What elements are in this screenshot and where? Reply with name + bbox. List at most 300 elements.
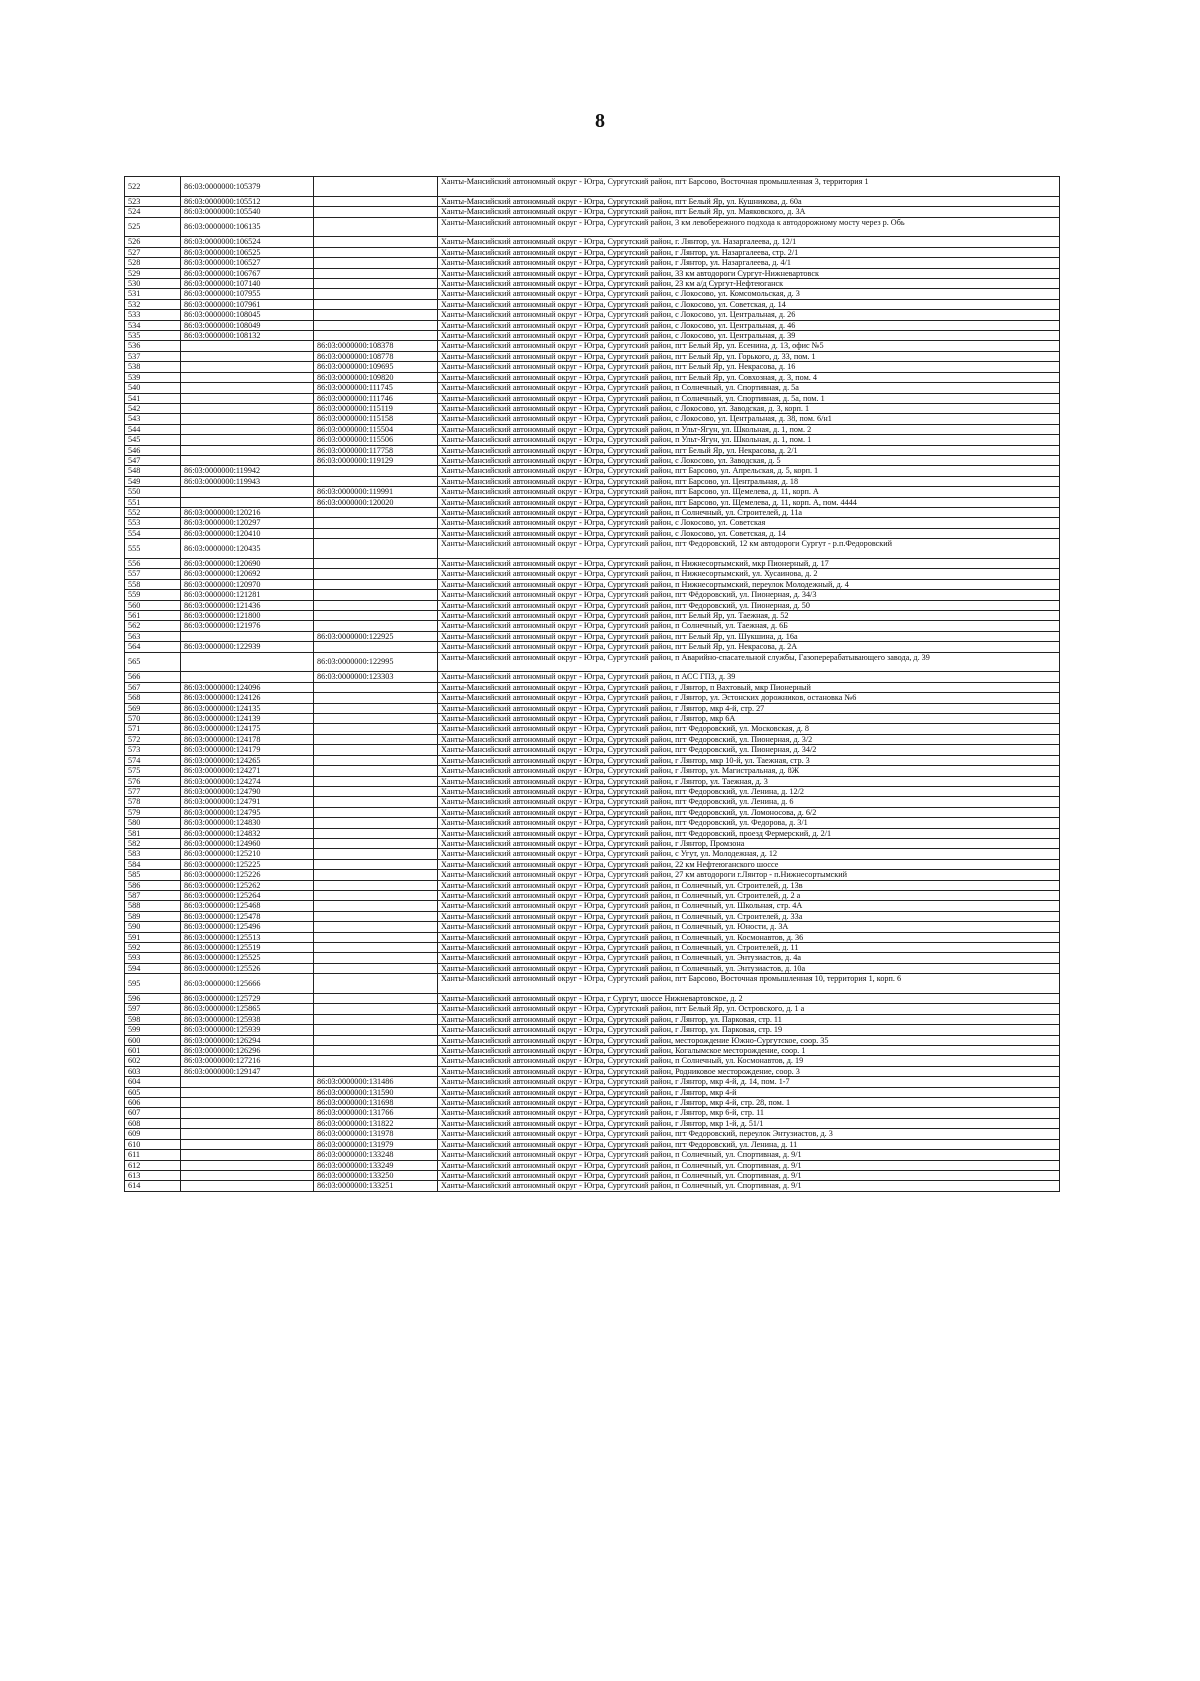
address-cell: Ханты-Мансийский автономный округ - Югра, Сургутский район, пгт Белый Яр, ул. Островского, д. 1 а	[438, 1004, 1060, 1014]
table-row	[125, 890, 1060, 900]
address-cell: Ханты-Мансийский автономный округ - Югра, Сургутский район, пгт Фёдоровский, ул. Пионерная, д. 34/3	[438, 590, 1060, 600]
table-row	[125, 579, 1060, 589]
cadastral-number-alt-cell	[314, 642, 438, 652]
cadastral-number-alt-cell	[314, 279, 438, 289]
cadastral-number-alt-cell	[314, 217, 438, 237]
table-row	[125, 652, 1060, 672]
row-number-cell: 560	[125, 600, 181, 610]
cadastral-number-cell: 86:03:0000000:108049	[181, 320, 314, 330]
cadastral-number-alt-cell	[314, 714, 438, 724]
address-cell: Ханты-Мансийский автономный округ - Югра, Сургутский район, п Солнечный, ул. Строителей, д. 2 а	[438, 890, 1060, 900]
table-row	[125, 258, 1060, 268]
cadastral-number-alt-cell	[314, 943, 438, 953]
cadastral-number-alt-cell: 86:03:0000000:111746	[314, 393, 438, 403]
cadastral-number-cell	[181, 487, 314, 497]
table-row	[125, 838, 1060, 848]
cadastral-number-alt-cell	[314, 507, 438, 517]
cadastral-number-alt-cell	[314, 569, 438, 579]
address-cell: Ханты-Мансийский автономный округ - Югра, Сургутский район, пгт Белый Яр, ул. Совхозная, д. 3, пом. 4	[438, 372, 1060, 382]
row-number-cell: 542	[125, 403, 181, 413]
address-cell: Ханты-Мансийский автономный округ - Югра, Сургутский район, п Нижнесортымский, ул. Хусаинова, д. 2	[438, 569, 1060, 579]
cadastral-number-alt-cell: 86:03:0000000:131698	[314, 1098, 438, 1108]
row-number-cell: 603	[125, 1066, 181, 1076]
address-cell: Ханты-Мансийский автономный округ - Югра, Сургутский район, п Ульт-Ягун, ул. Школьная, д. 1, пом. 1	[438, 435, 1060, 445]
table-row	[125, 289, 1060, 299]
row-number-cell: 602	[125, 1056, 181, 1066]
cadastral-number-cell: 86:03:0000000:125264	[181, 890, 314, 900]
cadastral-number-alt-cell	[314, 600, 438, 610]
address-cell: Ханты-Мансийский автономный округ - Югра, Сургутский район, пгт Белый Яр, ул. Некрасова, д. 2/1	[438, 445, 1060, 455]
table-row	[125, 1098, 1060, 1108]
row-number-cell: 599	[125, 1025, 181, 1035]
table-row	[125, 247, 1060, 257]
table-row	[125, 797, 1060, 807]
cadastral-number-cell: 86:03:0000000:105540	[181, 207, 314, 217]
address-cell: Ханты-Мансийский автономный округ - Югра, Сургутский район, с Угут, ул. Молодежная, д. 12	[438, 849, 1060, 859]
row-number-cell: 569	[125, 703, 181, 713]
address-cell: Ханты-Мансийский автономный округ - Югра, Сургутский район, п Солнечный, ул. Космонавтов, д. 36	[438, 932, 1060, 942]
row-number-cell: 565	[125, 652, 181, 672]
cadastral-number-cell: 86:03:0000000:108132	[181, 331, 314, 341]
cadastral-number-cell: 86:03:0000000:125525	[181, 953, 314, 963]
address-cell: Ханты-Мансийский автономный округ - Югра, Сургутский район, пгт Белый Яр, ул. Кушникова, д. 60а	[438, 196, 1060, 206]
address-cell: Ханты-Мансийский автономный округ - Югра, Сургутский район, 3 км левобережного подхода к автодорожному мосту через р. Обь	[438, 217, 1060, 237]
row-number-cell: 538	[125, 362, 181, 372]
cadastral-number-alt-cell	[314, 766, 438, 776]
table-row	[125, 880, 1060, 890]
table-row	[125, 569, 1060, 579]
row-number-cell: 575	[125, 766, 181, 776]
table-row	[125, 518, 1060, 528]
row-number-cell: 613	[125, 1170, 181, 1180]
row-number-cell: 563	[125, 631, 181, 641]
table-row	[125, 310, 1060, 320]
cadastral-number-cell: 86:03:0000000:107955	[181, 289, 314, 299]
cadastral-number-cell	[181, 1150, 314, 1160]
address-cell: Ханты-Мансийский автономный округ - Югра, Сургутский район, с Локосово, ул. Советская, д. 14	[438, 528, 1060, 538]
table-row	[125, 807, 1060, 817]
table-row	[125, 1056, 1060, 1066]
row-number-cell: 525	[125, 217, 181, 237]
address-cell: Ханты-Мансийский автономный округ - Югра, Сургутский район, п Солнечный, ул. Спортивная, д. 5а	[438, 383, 1060, 393]
cadastral-number-alt-cell	[314, 1025, 438, 1035]
cadastral-number-alt-cell	[314, 558, 438, 568]
table-row	[125, 611, 1060, 621]
cadastral-number-alt-cell: 86:03:0000000:119129	[314, 455, 438, 465]
address-cell: Ханты-Мансийский автономный округ - Югра, Сургутский район, Родниковое месторождение, соор. 3	[438, 1066, 1060, 1076]
cadastral-number-alt-cell	[314, 734, 438, 744]
cadastral-number-cell	[181, 435, 314, 445]
table-row	[125, 642, 1060, 652]
table-row	[125, 672, 1060, 682]
row-number-cell: 609	[125, 1129, 181, 1139]
row-number-cell: 564	[125, 642, 181, 652]
row-number-cell: 580	[125, 818, 181, 828]
cadastral-number-alt-cell	[314, 703, 438, 713]
cadastral-number-cell: 86:03:0000000:125666	[181, 974, 314, 994]
cadastral-number-cell: 86:03:0000000:121976	[181, 621, 314, 631]
cadastral-number-alt-cell: 86:03:0000000:109820	[314, 372, 438, 382]
address-cell: Ханты-Мансийский автономный округ - Югра, Сургутский район, с Локосово, ул. Заводская, д. 3, корп. 1	[438, 403, 1060, 413]
table-row	[125, 849, 1060, 859]
table-row	[125, 631, 1060, 641]
row-number-cell: 536	[125, 341, 181, 351]
table-row	[125, 703, 1060, 713]
cadastral-number-cell: 86:03:0000000:120690	[181, 558, 314, 568]
cadastral-number-cell	[181, 1108, 314, 1118]
address-cell: Ханты-Мансийский автономный округ - Югра, Сургутский район, г Лянтор, мкр 6-й, стр. 11	[438, 1108, 1060, 1118]
cadastral-number-alt-cell: 86:03:0000000:122995	[314, 652, 438, 672]
cadastral-number-alt-cell: 86:03:0000000:133250	[314, 1170, 438, 1180]
table-row	[125, 745, 1060, 755]
cadastral-number-cell	[181, 1098, 314, 1108]
row-number-cell: 578	[125, 797, 181, 807]
cadastral-number-cell: 86:03:0000000:124179	[181, 745, 314, 755]
table-row	[125, 870, 1060, 880]
table-row	[125, 331, 1060, 341]
cadastral-number-alt-cell	[314, 518, 438, 528]
cadastral-number-alt-cell	[314, 849, 438, 859]
cadastral-number-alt-cell	[314, 911, 438, 921]
row-number-cell: 582	[125, 838, 181, 848]
cadastral-number-alt-cell: 86:03:0000000:117758	[314, 445, 438, 455]
address-cell: Ханты-Мансийский автономный округ - Югра, Сургутский район, пгт Белый Яр, ул. Есенина, д. 13, офис №5	[438, 341, 1060, 351]
cadastral-number-cell: 86:03:0000000:120297	[181, 518, 314, 528]
table-row	[125, 786, 1060, 796]
cadastral-number-alt-cell	[314, 776, 438, 786]
address-cell: Ханты-Мансийский автономный округ - Югра, Сургутский район, п Солнечный, ул. Строителей, д. 13в	[438, 880, 1060, 890]
cadastral-number-alt-cell	[314, 901, 438, 911]
cadastral-number-cell: 86:03:0000000:106767	[181, 268, 314, 278]
cadastral-number-alt-cell: 86:03:0000000:131822	[314, 1118, 438, 1128]
address-cell: Ханты-Мансийский автономный округ - Югра, Сургутский район, п Солнечный, ул. Таежная, д. 6Б	[438, 621, 1060, 631]
row-number-cell: 554	[125, 528, 181, 538]
table-row	[125, 362, 1060, 372]
cadastral-number-cell: 86:03:0000000:122939	[181, 642, 314, 652]
address-cell: Ханты-Мансийский автономный округ - Югра, Сургутский район, пгт Белый Яр, ул. Горького, д. 33, пом. 1	[438, 351, 1060, 361]
row-number-cell: 541	[125, 393, 181, 403]
cadastral-number-cell: 86:03:0000000:124271	[181, 766, 314, 776]
table-row	[125, 1035, 1060, 1045]
cadastral-number-cell: 86:03:0000000:125526	[181, 963, 314, 973]
row-number-cell: 598	[125, 1014, 181, 1024]
address-cell: Ханты-Мансийский автономный округ - Югра, Сургутский район, пгт Федоровский, переулок Энтузиастов, д. 3	[438, 1129, 1060, 1139]
cadastral-number-alt-cell	[314, 963, 438, 973]
row-number-cell: 539	[125, 372, 181, 382]
cadastral-number-alt-cell	[314, 289, 438, 299]
cadastral-number-alt-cell	[314, 611, 438, 621]
row-number-cell: 526	[125, 237, 181, 247]
cadastral-number-cell	[181, 672, 314, 682]
row-number-cell: 556	[125, 558, 181, 568]
table-row	[125, 1066, 1060, 1076]
cadastral-number-alt-cell	[314, 621, 438, 631]
address-cell: Ханты-Мансийский автономный округ - Югра, Сургутский район, п Ульт-Ягун, ул. Школьная, д. 1, пом. 2	[438, 424, 1060, 434]
table-row	[125, 766, 1060, 776]
cadastral-number-cell: 86:03:0000000:120970	[181, 579, 314, 589]
cadastral-number-alt-cell	[314, 693, 438, 703]
table-row	[125, 196, 1060, 206]
cadastral-number-alt-cell	[314, 476, 438, 486]
address-cell: Ханты-Мансийский автономный округ - Югра, Сургутский район, г Лянтор, ул. Парковая, стр. 11	[438, 1014, 1060, 1024]
address-cell: Ханты-Мансийский автономный округ - Югра, Сургутский район, п Солнечный, ул. Энтузиастов, д. 4а	[438, 953, 1060, 963]
cadastral-number-alt-cell	[314, 590, 438, 600]
row-number-cell: 527	[125, 247, 181, 257]
address-cell: Ханты-Мансийский автономный округ - Югра, Сургутский район, пгт Федоровский, ул. Федорова, д. 3/1	[438, 818, 1060, 828]
cadastral-number-cell: 86:03:0000000:127216	[181, 1056, 314, 1066]
table-row	[125, 279, 1060, 289]
table-row	[125, 320, 1060, 330]
row-number-cell: 559	[125, 590, 181, 600]
address-cell: Ханты-Мансийский автономный округ - Югра, Сургутский район, п Солнечный, ул. Строителей, д. 11а	[438, 507, 1060, 517]
table-row	[125, 859, 1060, 869]
address-cell: Ханты-Мансийский автономный округ - Югра, Сургутский район, п Аварийно-спасательной службы, Газоперерабатывающего завода, д. 39	[438, 652, 1060, 672]
row-number-cell: 585	[125, 870, 181, 880]
cadastral-number-alt-cell: 86:03:0000000:131979	[314, 1139, 438, 1149]
cadastral-register-table	[124, 176, 1060, 1192]
cadastral-number-alt-cell	[314, 838, 438, 848]
cadastral-number-alt-cell	[314, 755, 438, 765]
cadastral-number-cell: 86:03:0000000:119943	[181, 476, 314, 486]
address-cell: Ханты-Мансийский автономный округ - Югра, Сургутский район, г Лянтор, мкр 4-й, д. 14, пом. 1-7	[438, 1077, 1060, 1087]
address-cell: Ханты-Мансийский автономный округ - Югра, Сургутский район, п Солнечный, ул. Юности, д. 3А	[438, 922, 1060, 932]
cadastral-number-cell: 86:03:0000000:124960	[181, 838, 314, 848]
cadastral-number-cell: 86:03:0000000:120692	[181, 569, 314, 579]
table-row	[125, 424, 1060, 434]
cadastral-number-cell	[181, 351, 314, 361]
cadastral-number-alt-cell	[314, 579, 438, 589]
row-number-cell: 523	[125, 196, 181, 206]
row-number-cell: 614	[125, 1181, 181, 1191]
cadastral-number-cell: 86:03:0000000:120435	[181, 539, 314, 559]
cadastral-number-alt-cell: 86:03:0000000:133251	[314, 1181, 438, 1191]
address-cell: Ханты-Мансийский автономный округ - Югра, Сургутский район, пгт Федоровский, ул. Пионерная, д. 34/2	[438, 745, 1060, 755]
address-cell: Ханты-Мансийский автономный округ - Югра, Сургутский район, с Локосово, ул. Советская, д. 14	[438, 299, 1060, 309]
table-row	[125, 693, 1060, 703]
table-row	[125, 372, 1060, 382]
address-cell: Ханты-Мансийский автономный округ - Югра, Сургутский район, пгт Барсово, ул. Щемелева, д. 11, корп. А, пом. 4444	[438, 497, 1060, 507]
cadastral-number-alt-cell	[314, 1056, 438, 1066]
row-number-cell: 540	[125, 383, 181, 393]
address-cell: Ханты-Мансийский автономный округ - Югра, Сургутский район, г Лянтор, ул. Магистральная, д. 8Ж	[438, 766, 1060, 776]
address-cell: Ханты-Мансийский автономный округ - Югра, Сургутский район, г Лянтор, ул. Парковая, стр. 19	[438, 1025, 1060, 1035]
table-row	[125, 901, 1060, 911]
cadastral-number-cell	[181, 1087, 314, 1097]
cadastral-number-alt-cell: 86:03:0000000:131590	[314, 1087, 438, 1097]
table-row	[125, 1087, 1060, 1097]
row-number-cell: 553	[125, 518, 181, 528]
cadastral-number-cell: 86:03:0000000:125496	[181, 922, 314, 932]
cadastral-number-alt-cell: 86:03:0000000:131978	[314, 1129, 438, 1139]
table-row	[125, 539, 1060, 559]
address-cell: Ханты-Мансийский автономный округ - Югра, Сургутский район, пгт Барсово, ул. Центральная, д. 18	[438, 476, 1060, 486]
table-row	[125, 383, 1060, 393]
address-cell: Ханты-Мансийский автономный округ - Югра, Сургутский район, п Нижнесортымский, мкр Пионерный, д. 17	[438, 558, 1060, 568]
row-number-cell: 570	[125, 714, 181, 724]
row-number-cell: 593	[125, 953, 181, 963]
cadastral-number-cell: 86:03:0000000:107140	[181, 279, 314, 289]
table-row	[125, 1046, 1060, 1056]
address-cell: Ханты-Мансийский автономный округ - Югра, Сургутский район, пгт Федоровский, ул. Ленина, д. 12/2	[438, 786, 1060, 796]
table-row	[125, 911, 1060, 921]
address-cell: Ханты-Мансийский автономный округ - Югра, Сургутский район, г Лянтор, ул. Назаргалеева, д. 4/1	[438, 258, 1060, 268]
address-cell: Ханты-Мансийский автономный округ - Югра, Сургутский район, г Лянтор, ул. Назаргалеева, стр. 2/1	[438, 247, 1060, 257]
cadastral-number-alt-cell: 86:03:0000000:131766	[314, 1108, 438, 1118]
cadastral-number-alt-cell: 86:03:0000000:108378	[314, 341, 438, 351]
address-cell: Ханты-Мансийский автономный округ - Югра, Сургутский район, месторождение Южно-Сургутское, соор. 35	[438, 1035, 1060, 1045]
table-row	[125, 1108, 1060, 1118]
table-row	[125, 1129, 1060, 1139]
row-number-cell: 524	[125, 207, 181, 217]
cadastral-number-alt-cell	[314, 922, 438, 932]
cadastral-number-cell: 86:03:0000000:121281	[181, 590, 314, 600]
address-cell: Ханты-Мансийский автономный округ - Югра, Сургутский район, г Лянтор, мкр 4-й, стр. 27	[438, 703, 1060, 713]
cadastral-number-cell: 86:03:0000000:125225	[181, 859, 314, 869]
cadastral-number-alt-cell: 86:03:0000000:109695	[314, 362, 438, 372]
cadastral-number-cell: 86:03:0000000:124790	[181, 786, 314, 796]
cadastral-number-alt-cell	[314, 786, 438, 796]
address-cell: Ханты-Мансийский автономный округ - Югра, Сургутский район, с Локосово, ул. Центральная, д. 46	[438, 320, 1060, 330]
address-cell: Ханты-Мансийский автономный округ - Югра, Сургутский район, п Солнечный, ул. Строителей, д. 33а	[438, 911, 1060, 921]
address-cell: Ханты-Мансийский автономный округ - Югра, Сургутский район, пгт Барсово, ул. Апрельская, д. 5, корп. 1	[438, 466, 1060, 476]
address-cell: Ханты-Мансийский автономный округ - Югра, Сургутский район, п Солнечный, ул. Спортивная, д. 5а, пом. 1	[438, 393, 1060, 403]
address-cell: Ханты-Мансийский автономный округ - Югра, Сургутский район, с Локосово, ул. Советская	[438, 518, 1060, 528]
address-cell: Ханты-Мансийский автономный округ - Югра, Сургутский район, г Лянтор, мкр 4-й	[438, 1087, 1060, 1097]
cadastral-number-alt-cell	[314, 890, 438, 900]
cadastral-number-alt-cell: 86:03:0000000:119991	[314, 487, 438, 497]
cadastral-number-alt-cell	[314, 237, 438, 247]
cadastral-number-cell: 86:03:0000000:121436	[181, 600, 314, 610]
cadastral-number-cell	[181, 631, 314, 641]
cadastral-number-alt-cell	[314, 859, 438, 869]
row-number-cell: 555	[125, 539, 181, 559]
table-row	[125, 828, 1060, 838]
cadastral-number-cell	[181, 362, 314, 372]
row-number-cell: 587	[125, 890, 181, 900]
cadastral-number-cell	[181, 652, 314, 672]
cadastral-number-alt-cell: 86:03:0000000:108778	[314, 351, 438, 361]
register-table-body	[125, 177, 1060, 1192]
row-number-cell: 594	[125, 963, 181, 973]
cadastral-number-alt-cell	[314, 880, 438, 890]
row-number-cell: 558	[125, 579, 181, 589]
table-row	[125, 600, 1060, 610]
cadastral-number-alt-cell	[314, 247, 438, 257]
cadastral-number-cell	[181, 341, 314, 351]
address-cell: Ханты-Мансийский автономный округ - Югра, Сургутский район, пгт Белый Яр, ул. Шукшина, д. 16а	[438, 631, 1060, 641]
address-cell: Ханты-Мансийский автономный округ - Югра, Сургутский район, с Локосово, ул. Заводская, д. 5	[438, 455, 1060, 465]
cadastral-number-cell: 86:03:0000000:120410	[181, 528, 314, 538]
address-cell: Ханты-Мансийский автономный округ - Югра, Сургутский район, г Лянтор, ул. Эстонских дорожников, остановка №6	[438, 693, 1060, 703]
row-number-cell: 579	[125, 807, 181, 817]
address-cell: Ханты-Мансийский автономный округ - Югра, Сургутский район, п Солнечный, ул. Энтузиастов, д. 10а	[438, 963, 1060, 973]
cadastral-number-cell: 86:03:0000000:125939	[181, 1025, 314, 1035]
cadastral-number-alt-cell	[314, 1035, 438, 1045]
cadastral-number-alt-cell	[314, 818, 438, 828]
row-number-cell: 537	[125, 351, 181, 361]
cadastral-number-cell	[181, 403, 314, 413]
address-cell: Ханты-Мансийский автономный округ - Югра, Сургутский район, п Солнечный, ул. Спортивная, д. 9/1	[438, 1150, 1060, 1160]
row-number-cell: 544	[125, 424, 181, 434]
row-number-cell: 606	[125, 1098, 181, 1108]
row-number-cell: 545	[125, 435, 181, 445]
address-cell: Ханты-Мансийский автономный округ - Югра, Сургутский район, п Нижнесортымский, переулок Молодежный, д. 4	[438, 579, 1060, 589]
table-row	[125, 714, 1060, 724]
table-row	[125, 507, 1060, 517]
cadastral-number-alt-cell	[314, 539, 438, 559]
row-number-cell: 568	[125, 693, 181, 703]
cadastral-number-cell: 86:03:0000000:124791	[181, 797, 314, 807]
address-cell: Ханты-Мансийский автономный округ - Югра, Сургутский район, п Солнечный, ул. Спортивная, д. 9/1	[438, 1160, 1060, 1170]
cadastral-number-alt-cell	[314, 258, 438, 268]
cadastral-number-cell: 86:03:0000000:125478	[181, 911, 314, 921]
row-number-cell: 600	[125, 1035, 181, 1045]
table-row	[125, 1077, 1060, 1087]
cadastral-number-alt-cell	[314, 724, 438, 734]
address-cell: Ханты-Мансийский автономный округ - Югра, Сургутский район, пгт Федоровский, ул. Ленина, д. 11	[438, 1139, 1060, 1149]
cadastral-number-alt-cell	[314, 1046, 438, 1056]
row-number-cell: 528	[125, 258, 181, 268]
table-row	[125, 217, 1060, 237]
address-cell: Ханты-Мансийский автономный округ - Югра, Сургутский район, г Лянтор, мкр 10-й, ул. Таежная, стр. 3	[438, 755, 1060, 765]
cadastral-number-cell: 86:03:0000000:125262	[181, 880, 314, 890]
table-row	[125, 974, 1060, 994]
row-number-cell: 607	[125, 1108, 181, 1118]
cadastral-number-cell: 86:03:0000000:105512	[181, 196, 314, 206]
cadastral-number-cell	[181, 393, 314, 403]
address-cell: Ханты-Мансийский автономный округ - Югра, Сургутский район, пгт Барсово, Восточная промышленная 3, территория 1	[438, 177, 1060, 197]
address-cell: Ханты-Мансийский автономный округ - Югра, Сургутский район, с Локосово, ул. Центральная, д. 38, пом. 6/н1	[438, 414, 1060, 424]
cadastral-number-alt-cell	[314, 207, 438, 217]
cadastral-number-cell: 86:03:0000000:124139	[181, 714, 314, 724]
row-number-cell: 592	[125, 943, 181, 953]
table-row	[125, 1139, 1060, 1149]
table-row	[125, 994, 1060, 1004]
cadastral-number-alt-cell	[314, 932, 438, 942]
row-number-cell: 588	[125, 901, 181, 911]
row-number-cell: 605	[125, 1087, 181, 1097]
cadastral-number-alt-cell	[314, 1004, 438, 1014]
address-cell: Ханты-Мансийский автономный округ - Югра, Сургутский район, пгт Федоровский, ул. Пионерная, д. 50	[438, 600, 1060, 610]
cadastral-number-cell: 86:03:0000000:120216	[181, 507, 314, 517]
cadastral-number-cell: 86:03:0000000:124265	[181, 755, 314, 765]
row-number-cell: 612	[125, 1160, 181, 1170]
cadastral-number-cell: 86:03:0000000:125468	[181, 901, 314, 911]
table-row	[125, 237, 1060, 247]
address-cell: Ханты-Мансийский автономный округ - Югра, Сургутский район, пгт Белый Яр, ул. Таежная, д. 52	[438, 611, 1060, 621]
cadastral-number-cell: 86:03:0000000:124178	[181, 734, 314, 744]
address-cell: Ханты-Мансийский автономный округ - Югра, Сургутский район, пгт Федоровский, 12 км автодороги Сургут - р.п.Федоровский	[438, 539, 1060, 559]
table-row	[125, 1025, 1060, 1035]
cadastral-number-alt-cell	[314, 797, 438, 807]
row-number-cell: 557	[125, 569, 181, 579]
address-cell: Ханты-Мансийский автономный округ - Югра, Сургутский район, 33 км автодороги Сургут-Нижневартовск	[438, 268, 1060, 278]
row-number-cell: 572	[125, 734, 181, 744]
table-row	[125, 487, 1060, 497]
row-number-cell: 552	[125, 507, 181, 517]
table-row	[125, 268, 1060, 278]
table-row	[125, 1004, 1060, 1014]
address-cell: Ханты-Мансийский автономный округ - Югра, г Сургут, шоссе Нижневартовское, д. 2	[438, 994, 1060, 1004]
cadastral-number-cell	[181, 455, 314, 465]
row-number-cell: 562	[125, 621, 181, 631]
cadastral-number-cell	[181, 497, 314, 507]
table-row	[125, 963, 1060, 973]
cadastral-number-cell	[181, 1181, 314, 1191]
cadastral-number-alt-cell	[314, 196, 438, 206]
cadastral-number-cell: 86:03:0000000:119942	[181, 466, 314, 476]
row-number-cell: 583	[125, 849, 181, 859]
